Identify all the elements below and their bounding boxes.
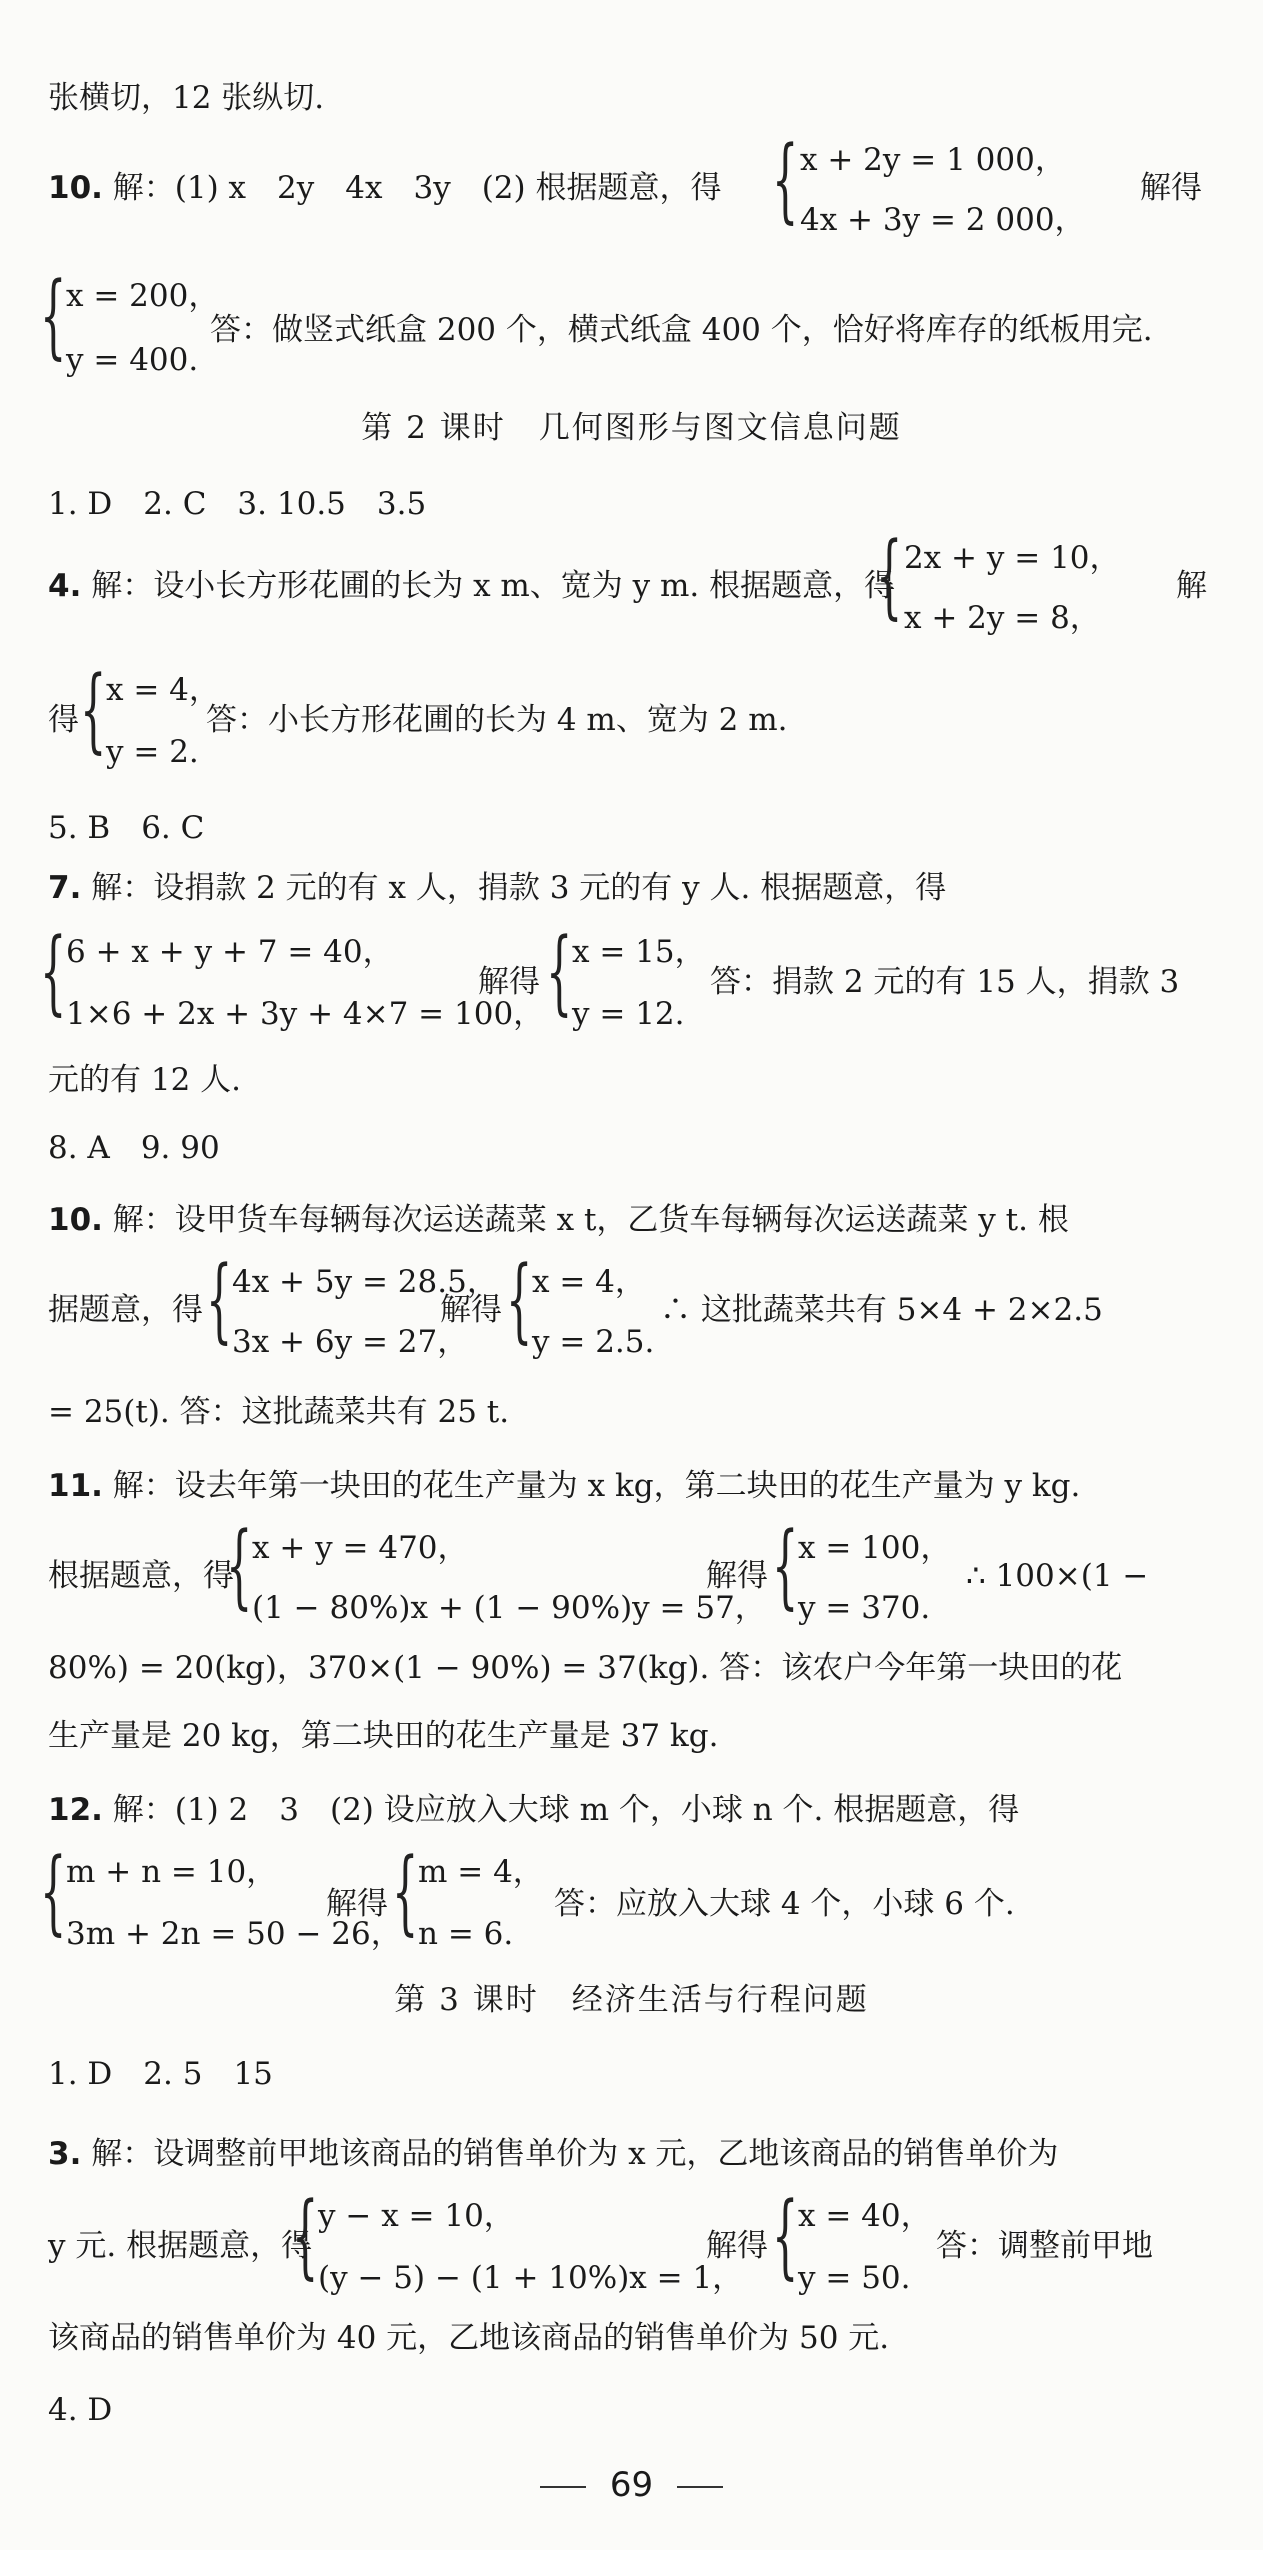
brace-glyph: {: [226, 1512, 253, 1619]
answer-text: 该商品的销售单价为 40 元，乙地该商品的销售单价为 50 元.: [48, 2320, 890, 2356]
answer-text: ∴ 100×(1 −: [966, 1558, 1149, 1594]
answer-text: = 25(t). 答：这批蔬菜共有 25 t.: [48, 1394, 510, 1430]
brace-glyph: {: [772, 126, 799, 233]
equation: y = 400.: [66, 342, 199, 378]
answer-text: 80%) = 20(kg)，370×(1 − 90%) = 37(kg). 答：该农户今年第一块田的花: [48, 1650, 1123, 1686]
brace-glyph: {: [40, 262, 67, 369]
answers-line: 1. D 2. C 3. 10.5 3.5: [48, 486, 427, 522]
question-text: 解：设去年第一块田的花生产量为 x kg，第二块田的花生产量为 y kg.: [112, 1468, 1081, 1504]
equation: y = 12.: [572, 996, 685, 1032]
answer-text: 答：做竖式纸盒 200 个，横式纸盒 400 个，恰好将库存的纸板用完.: [210, 312, 1153, 348]
text-fragment: 根据题意，得: [48, 1558, 234, 1594]
answer-text: ∴ 这批蔬菜共有 5×4 + 2×2.5: [660, 1292, 1103, 1328]
equation: x + y = 470，: [252, 1530, 469, 1566]
equation: x = 4，: [106, 672, 220, 708]
question-text: 解：设捐款 2 元的有 x 人，捐款 3 元的有 y 人. 根据题意，得: [91, 870, 947, 906]
question-4-stem: [48, 566, 895, 606]
page-number-text: 69: [609, 2465, 654, 2505]
question-11-stem: [48, 1466, 1080, 1506]
brace-glyph: {: [206, 1246, 233, 1353]
equation: n = 6.: [418, 1916, 514, 1952]
equation: 4x + 3y = 2 000，: [800, 202, 1086, 238]
answer-text: 答：小长方形花圃的长为 4 m、宽为 2 m.: [206, 702, 788, 738]
brace-glyph: {: [392, 1838, 419, 1945]
equation: 3m + 2n = 50 − 26，: [66, 1916, 402, 1952]
question-text: 解：设甲货车每辆每次运送蔬菜 x t，乙货车每辆每次运送蔬菜 y t. 根: [112, 1202, 1069, 1238]
equation: m = 4，: [418, 1854, 544, 1890]
equation: y = 370.: [798, 1590, 931, 1626]
equation: 1×6 + 2x + 3y + 4×7 = 100，: [66, 996, 545, 1032]
brace-glyph: {: [772, 1512, 799, 1619]
text-line: 张横切，12 张纵切.: [48, 80, 325, 116]
text-fragment: 解得: [1140, 170, 1202, 206]
answer-text: 生产量是 20 kg，第二块田的花生产量是 37 kg.: [48, 1718, 719, 1754]
text-fragment: 解: [1176, 568, 1207, 604]
answer-text: 元的有 12 人.: [48, 1062, 242, 1098]
text-fragment: y 元. 根据题意，得: [48, 2228, 313, 2264]
answer-text: 答：应放入大球 4 个，小球 6 个.: [554, 1886, 1015, 1922]
question-number: 3.: [48, 2136, 82, 2172]
text-fragment: 解得: [706, 2228, 768, 2264]
answers-line: 5. B 6. C: [48, 810, 205, 846]
brace-glyph: {: [546, 918, 573, 1025]
text-fragment: 解得: [478, 964, 540, 1000]
equation: x = 200，: [66, 278, 220, 314]
answers-line: 1. D 2. 5 15: [48, 2056, 273, 2092]
equation: 2x + y = 10，: [904, 540, 1121, 576]
equation: (y − 5) − (1 + 10%)x = 1，: [318, 2260, 744, 2296]
question-number: 10.: [48, 1202, 103, 1238]
equation: x = 40，: [798, 2198, 932, 2234]
question-number: 4.: [48, 568, 82, 604]
question-text: 解：设调整前甲地该商品的销售单价为 x 元，乙地该商品的销售单价为: [91, 2136, 1059, 2172]
text-fragment: 解得: [326, 1886, 388, 1922]
answers-line: 4. D: [48, 2392, 113, 2428]
equation: x + 2y = 8，: [904, 600, 1101, 636]
question-10-stem: [48, 1200, 1069, 1240]
question-number: 11.: [48, 1468, 103, 1504]
question-text: 解：(1) 2 3 (2) 设应放入大球 m 个，小球 n 个. 根据题意，得: [112, 1792, 1020, 1828]
text-fragment: 据题意，得: [48, 1292, 203, 1328]
question-number: 10.: [48, 170, 103, 206]
text-fragment: 解得: [706, 1558, 768, 1594]
question-text: 解：(1) x 2y 4x 3y (2) 根据题意，得: [112, 170, 722, 206]
answers-line: 8. A 9. 90: [48, 1130, 220, 1166]
section-title: 第 3 课时 经济生活与行程问题: [394, 1982, 869, 2018]
brace-glyph: {: [772, 2182, 799, 2289]
brace-glyph: {: [292, 2182, 319, 2289]
answer-text: 答：调整前甲地: [936, 2228, 1153, 2264]
equation: y = 2.5.: [532, 1324, 655, 1360]
equation: y = 2.: [106, 734, 199, 770]
page-number: [0, 2465, 1263, 2505]
text-fragment: 得: [48, 702, 79, 738]
equation: m + n = 10，: [66, 1854, 278, 1890]
question-3-stem: [48, 2134, 1058, 2174]
text-fragment: 解得: [440, 1292, 502, 1328]
brace-glyph: {: [876, 522, 903, 629]
equation: x = 100，: [798, 1530, 952, 1566]
question-10-stem: [48, 168, 721, 208]
equation: x = 4，: [532, 1264, 646, 1300]
equation: y = 50.: [798, 2260, 911, 2296]
question-number: 12.: [48, 1792, 103, 1828]
answer-text: 答：捐款 2 元的有 15 人，捐款 3: [710, 964, 1180, 1000]
equation: (1 − 80%)x + (1 − 90%)y = 57，: [252, 1590, 766, 1626]
section-title: 第 2 课时 几何图形与图文信息问题: [361, 410, 902, 446]
divider: [540, 2486, 586, 2488]
equation: 4x + 5y = 28.5，: [232, 1264, 498, 1300]
brace-glyph: {: [40, 918, 67, 1025]
question-7-stem: [48, 868, 946, 908]
equation: x = 15，: [572, 934, 706, 970]
brace-glyph: {: [80, 656, 107, 763]
question-12-stem: [48, 1790, 1019, 1830]
question-text: 解：设小长方形花圃的长为 x m、宽为 y m. 根据题意，得: [91, 568, 896, 604]
equation: x + 2y = 1 000，: [800, 142, 1066, 178]
equation: y − x = 10，: [318, 2198, 515, 2234]
divider: [677, 2486, 723, 2488]
question-number: 7.: [48, 870, 82, 906]
equation: 6 + x + y + 7 = 40，: [66, 934, 394, 970]
equation: 3x + 6y = 27，: [232, 1324, 469, 1360]
brace-glyph: {: [40, 1838, 67, 1945]
brace-glyph: {: [506, 1246, 533, 1353]
